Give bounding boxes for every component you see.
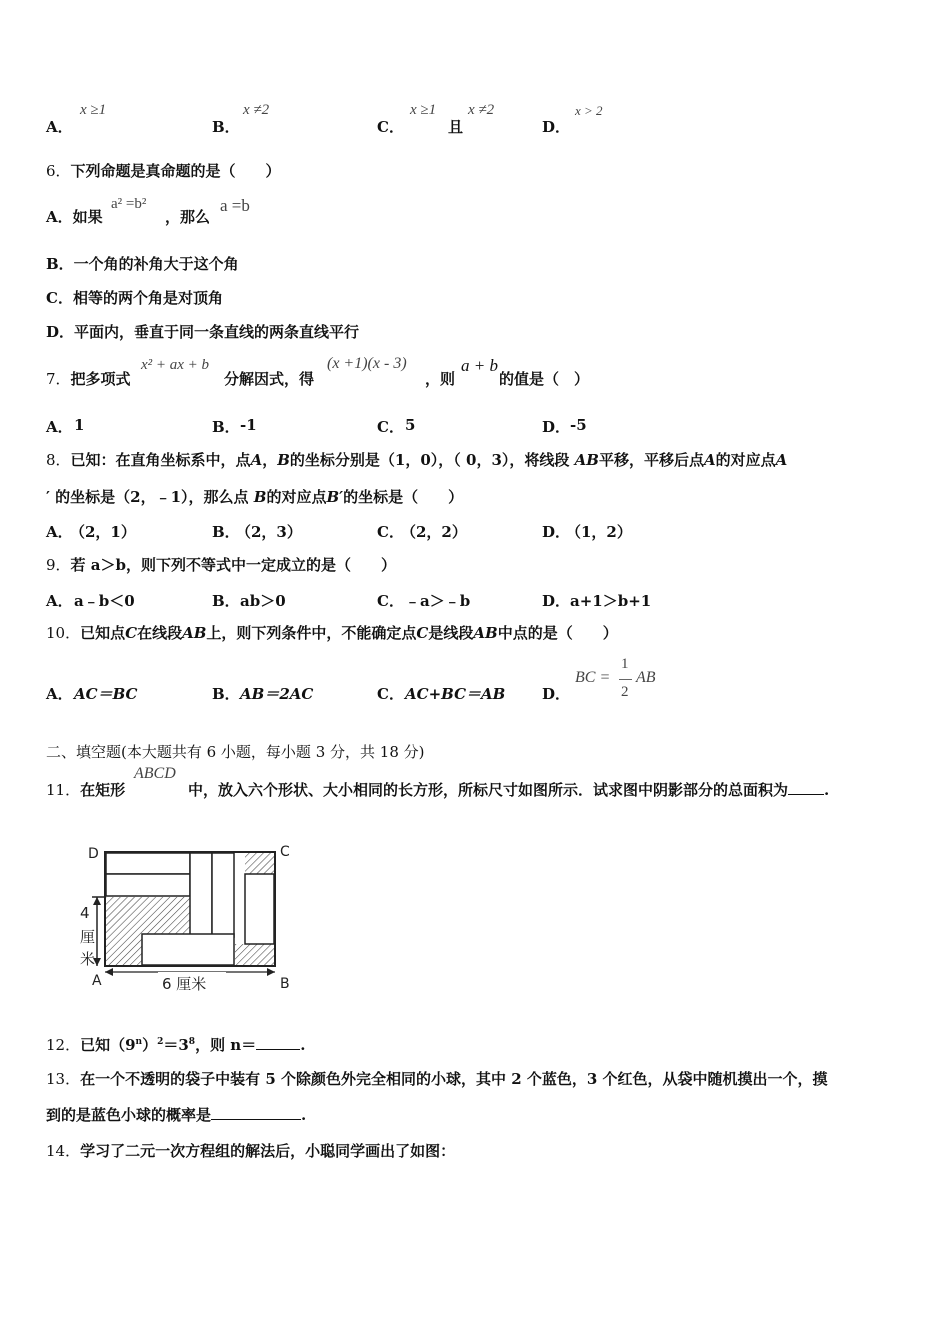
q10-text-a: 已知点 <box>80 624 126 642</box>
vertex-a-label: A <box>92 973 102 989</box>
q11-post: 中，放入六个形状、大小相同的长方形，所标尺寸如图所示．试求图中阴影部分的总面积为 <box>188 781 789 799</box>
vertex-c-label: C <box>280 844 290 860</box>
q9-stem <box>46 555 396 575</box>
vertex-b-label: B <box>280 976 290 992</box>
q7-option-a-value: 1 <box>74 416 85 434</box>
q8-text-b: ， <box>262 451 278 469</box>
q7-number: 7． <box>46 370 71 388</box>
q8-text-e: 的对应点 <box>715 451 776 469</box>
q8-line-2 <box>46 487 463 507</box>
q11-number: 11． <box>46 781 81 799</box>
q12-sup-2: 2 <box>157 1037 164 1047</box>
q7-post: 的值是（ ） <box>499 370 590 388</box>
small-rectangle-2 <box>106 874 190 896</box>
q10-number: 10． <box>46 624 81 642</box>
q8-option-a-label: A． <box>46 523 73 541</box>
q14-stem-text: 学习了二元一次方程组的解法后，小聪同学画出了如图： <box>80 1142 456 1160</box>
q5-option-b-label: B． <box>212 118 240 136</box>
q8-point-b-2: B <box>253 488 267 506</box>
q10-option-d-rhs: AB <box>636 669 656 686</box>
q8-text-h: 的坐标是（ ） <box>343 488 464 506</box>
q5-option-d-expr: x > 2 <box>575 103 603 118</box>
q9-option-c-label: C． <box>377 592 404 610</box>
q8-option-d-value: （1，2） <box>566 523 632 541</box>
q12-answer-blank[interactable] <box>256 1049 300 1050</box>
q7-option-a-label: A． <box>46 418 73 436</box>
q12-number: 12． <box>46 1036 81 1054</box>
q10-option-c-value: AC+BC＝AB <box>405 685 506 703</box>
q6-option-a <box>46 207 103 227</box>
small-rectangle-4 <box>212 853 234 937</box>
small-rectangle-3 <box>190 853 212 937</box>
q8-number: 8． <box>46 451 71 469</box>
q6-option-c: C．相等的两个角是对顶角 <box>46 289 223 307</box>
q11-math: ABCD <box>134 765 176 782</box>
q7-pre: 把多项式 <box>70 370 131 388</box>
q11-pre: 在矩形 <box>80 781 126 799</box>
q5-option-c-label: C． <box>377 118 404 136</box>
q10-text-d: 是线段 <box>428 624 474 642</box>
q6-stem-text: 下列命题是真命题的是（ ） <box>70 162 281 180</box>
q8-segment-ab: AB <box>574 451 599 469</box>
q5-option-c-expr-a: x ≥1 <box>410 102 437 118</box>
q14-stem <box>46 1141 455 1161</box>
q6-option-a-math1: a² =b² <box>111 196 147 212</box>
q13-tail: . <box>301 1106 307 1124</box>
q12-text-d: ，则 n＝ <box>195 1036 257 1054</box>
q9-stem-text: 若 a＞b，则下列不等式中一定成立的是（ ） <box>70 556 396 574</box>
q8-option-b-value: （2，3） <box>236 523 302 541</box>
q8-text-c: 的坐标分别是（1，0），（ 0，3），将线段 <box>289 451 575 469</box>
q8-text-f: ′ 的坐标是（2，﹣1），那么点 <box>46 488 254 506</box>
q13-line-2-text: 到的是蓝色小球的概率是 <box>46 1106 212 1124</box>
q7-option-b-value: -1 <box>240 416 257 434</box>
q9-option-b-label: B． <box>212 592 240 610</box>
q7-stem <box>46 369 131 389</box>
q8-point-b: B <box>277 451 290 469</box>
q7-option-d-value: -5 <box>570 416 587 434</box>
q8-point-a: A <box>250 451 263 469</box>
q13-number: 13． <box>46 1070 81 1088</box>
q7-option-b-label: B． <box>212 418 240 436</box>
q8-line-1 <box>46 450 787 470</box>
q12-stem <box>46 1035 305 1058</box>
q9-number: 9． <box>46 556 71 574</box>
q8-option-d-label: D． <box>542 523 571 541</box>
q9-option-d-label: D． <box>542 592 571 610</box>
q10-option-d-frac-den: 2 <box>621 684 629 700</box>
width-label: 6 厘米 <box>162 975 207 993</box>
q7-option-c-value: 5 <box>405 416 416 434</box>
q5-option-b-expr: x ≠2 <box>243 102 270 118</box>
q10-option-b-value: AB＝2AC <box>240 685 314 703</box>
shaded-region-bottom-right <box>235 944 274 965</box>
width-arrow-right <box>267 968 275 976</box>
q8-text-a: 已知：在直角坐标系中，点 <box>70 451 251 469</box>
q7-option-c-label: C． <box>377 418 404 436</box>
q8-option-a-value: （2，1） <box>70 523 136 541</box>
q10-stem <box>46 623 618 643</box>
q7-math1: x² + ax + b <box>141 357 210 373</box>
vertex-d-label: D <box>88 846 99 862</box>
q11-figure <box>80 838 300 998</box>
q8-option-b-label: B． <box>212 523 240 541</box>
q10-option-d-frac-bar <box>619 679 632 680</box>
q7-mid: 分解因式，得 <box>224 370 315 388</box>
q10-text-b: 在线段 <box>137 624 183 642</box>
q14-number: 14． <box>46 1142 81 1160</box>
q10-option-d-label: D． <box>542 685 571 703</box>
q5-option-a-label: A． <box>46 118 73 136</box>
q8-point-b-prime: B′ <box>326 488 344 506</box>
q12-tail: . <box>300 1036 306 1054</box>
q8-text-d: 平移，平移后点 <box>598 451 704 469</box>
q5-option-c-expr-b: x ≠2 <box>468 102 495 118</box>
q10-option-a-value: AC＝BC <box>74 685 138 703</box>
q13-line-1-text: 在一个不透明的袋子中装有 5 个除颜色外完全相同的小球，其中 2 个蓝色，3 个红色，从袋中随机摸出一个，摸 <box>80 1070 828 1088</box>
q8-option-c-label: C． <box>377 523 404 541</box>
q12-text-b: ） <box>142 1036 158 1054</box>
q6-option-b: B．一个角的补角大于这个角 <box>46 255 239 273</box>
q10-text-c: 上，则下列条件中，不能确定点 <box>206 624 417 642</box>
q7-math3: a + b <box>461 356 498 375</box>
q9-option-d-value: a+1＞b+1 <box>570 592 652 610</box>
q12-sup-n: n <box>135 1037 143 1047</box>
q11-answer-blank[interactable] <box>788 794 824 795</box>
q7-mid2: ，则 <box>425 370 456 388</box>
q10-option-b-label: B． <box>212 685 240 703</box>
q13-line-2 <box>46 1105 306 1125</box>
q11-stem-post <box>188 780 829 800</box>
q10-option-d-lhs: BC = <box>575 669 611 686</box>
q13-answer-blank[interactable] <box>211 1119 301 1120</box>
q8-text-g: 的对应点 <box>266 488 327 506</box>
q8-point-a-3: A <box>775 451 788 469</box>
q10-point-c-2: C <box>416 624 429 642</box>
height-arrow-up <box>93 897 101 905</box>
q11-stem-pre <box>46 780 125 800</box>
q12-text-c: ＝3 <box>163 1036 189 1054</box>
q10-segment-ab: AB <box>182 624 207 642</box>
small-rectangle-1 <box>106 853 190 874</box>
q6-option-a-math2: a =b <box>220 196 250 215</box>
q12-sup-8: 8 <box>188 1037 196 1047</box>
q13-line-1 <box>46 1069 828 1089</box>
q10-text-e: 中点的是（ ） <box>497 624 618 642</box>
q5-option-a-expr: x ≥1 <box>80 102 107 118</box>
q6-stem <box>46 161 281 181</box>
q5-option-d-label: D． <box>542 118 571 136</box>
q8-option-c-value: （2，2） <box>401 523 467 541</box>
q9-option-a-value: a﹣b＜0 <box>74 592 135 610</box>
q10-segment-ab-2: AB <box>473 624 498 642</box>
q10-point-c: C <box>125 624 138 642</box>
q12-text-a: 已知（9 <box>80 1036 136 1054</box>
width-arrow-left <box>105 968 113 976</box>
q6-option-a-pre: 如果 <box>72 208 103 226</box>
q9-option-a-label: A． <box>46 592 73 610</box>
height-unit-label-2: 米 <box>80 950 96 968</box>
height-number-label: 4 <box>80 904 90 922</box>
q7-math2: (x +1)(x - 3) <box>327 355 407 372</box>
q11-tail: . <box>824 781 830 799</box>
q9-option-b-value: ab＞0 <box>240 592 286 610</box>
small-rectangle-6 <box>142 934 234 965</box>
q8-point-a-2: A <box>703 451 716 469</box>
section-2-title: 二、填空题(本大题共有 6 小题，每小题 3 分，共 18 分) <box>46 743 425 761</box>
q6-number: 6． <box>46 162 71 180</box>
q6-option-a-mid: ，那么 <box>165 208 211 226</box>
q6-option-d: D．平面内，垂直于同一条直线的两条直线平行 <box>46 323 360 341</box>
q5-option-c-join: 且 <box>448 118 464 136</box>
q10-option-a-label: A． <box>46 685 73 703</box>
small-rectangle-5 <box>245 874 274 944</box>
height-unit-label-1: 厘 <box>80 928 96 946</box>
q6-option-a-label: A． <box>46 208 73 226</box>
q7-option-d-label: D． <box>542 418 571 436</box>
q10-option-d-frac-num: 1 <box>621 656 629 672</box>
shaded-region-top-right <box>245 853 274 874</box>
q9-option-c-value: ﹣a＞﹣b <box>405 592 471 610</box>
q10-option-c-label: C． <box>377 685 404 703</box>
